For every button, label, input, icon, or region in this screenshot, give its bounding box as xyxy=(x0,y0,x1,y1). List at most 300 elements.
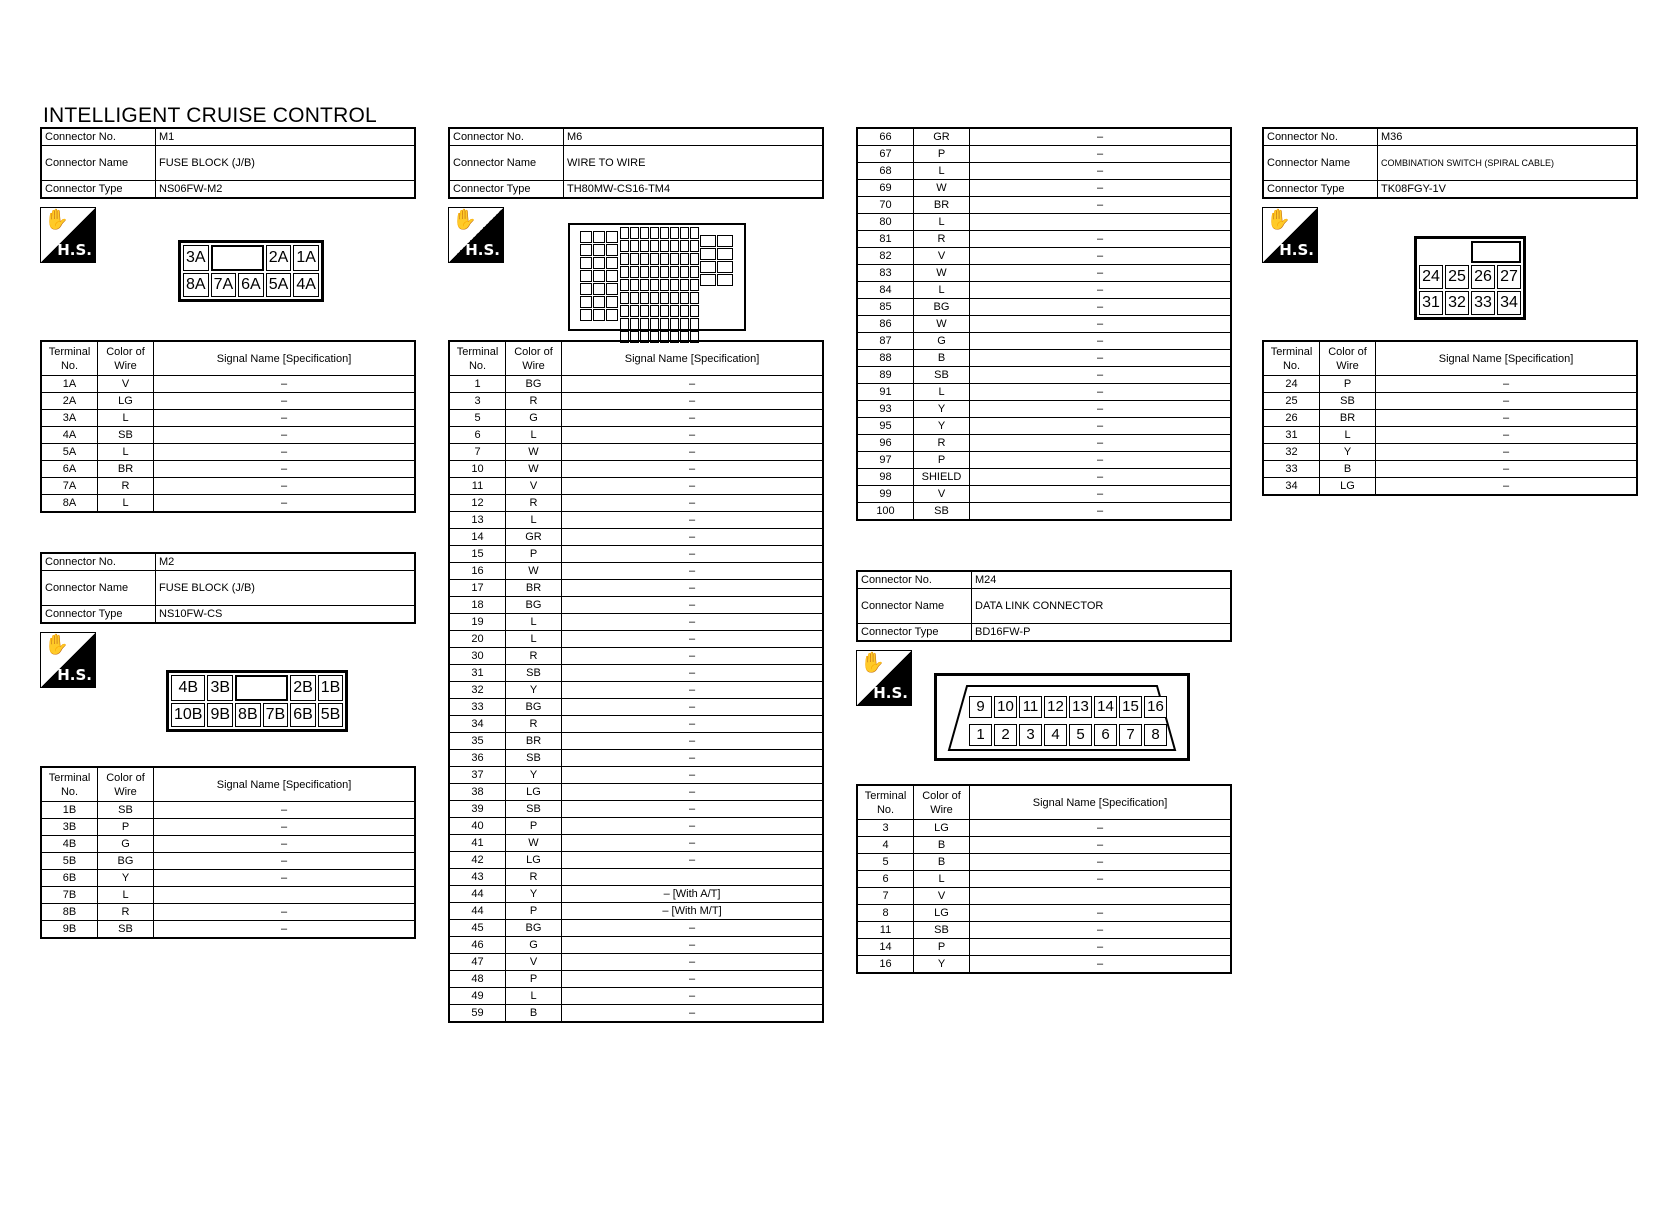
wire-color-cell: W xyxy=(914,180,970,197)
terminal-cell: 6A xyxy=(41,461,98,478)
wire-color-cell: LG xyxy=(506,784,562,801)
pin-cavity xyxy=(660,227,669,239)
signal-cell: – [With A/T] xyxy=(562,886,824,903)
conn-name-value: FUSE BLOCK (J/B) xyxy=(156,146,416,181)
pin: 25 xyxy=(1445,265,1469,289)
table-row xyxy=(449,886,823,903)
table-row xyxy=(857,231,1231,248)
signal-cell: – xyxy=(562,461,824,478)
pin: 16 xyxy=(1144,696,1167,718)
pin-cavity xyxy=(640,292,649,304)
pin-cavity xyxy=(680,253,689,265)
terminal-cell: 45 xyxy=(449,920,506,937)
table-row xyxy=(449,733,823,750)
hand-icon: ✋ xyxy=(452,209,477,231)
connector-m1-header xyxy=(40,127,416,199)
wire-color-cell: V xyxy=(914,486,970,503)
table-row xyxy=(857,282,1231,299)
wire-color-cell: P xyxy=(1320,376,1376,393)
signal-cell xyxy=(562,869,824,886)
conn-no-value: M1 xyxy=(156,128,416,146)
terminal-cell: 5B xyxy=(41,853,98,870)
wire-color-cell: L xyxy=(914,163,970,180)
terminal-cell: 36 xyxy=(449,750,506,767)
conn-name-label: Connector Name xyxy=(1263,146,1378,181)
harness-side-icon: ✋ H.S. xyxy=(856,650,912,706)
terminal-cell: 80 xyxy=(857,214,914,231)
signal-cell: – xyxy=(562,733,824,750)
signal-cell: – xyxy=(562,597,824,614)
table-row xyxy=(1263,478,1637,496)
pin-cavity xyxy=(670,305,679,317)
pin-cavity xyxy=(593,244,605,256)
header-signal-name: Signal Name [Specification] xyxy=(562,341,824,376)
terminal-cell: 16 xyxy=(857,956,914,974)
table-row xyxy=(41,393,415,410)
table-row xyxy=(449,784,823,801)
signal-cell: – xyxy=(1376,427,1638,444)
wire-color-cell: V xyxy=(98,376,154,393)
table-row xyxy=(857,128,1231,146)
table-row xyxy=(449,597,823,614)
harness-side-icon: ✋ H.S. xyxy=(40,632,96,688)
wire-color-cell: BG xyxy=(506,597,562,614)
terminal-cell: 11 xyxy=(449,478,506,495)
wire-color-cell: L xyxy=(98,444,154,461)
header-terminal-no: Terminal No. xyxy=(1263,341,1320,376)
wire-color-cell: R xyxy=(506,648,562,665)
wire-color-cell: Y xyxy=(506,682,562,699)
pin: 6A xyxy=(238,273,264,297)
table-row xyxy=(41,495,415,513)
wire-color-cell: SB xyxy=(98,427,154,444)
wire-color-cell: R xyxy=(506,393,562,410)
table-row xyxy=(449,920,823,937)
wire-color-cell: P xyxy=(506,546,562,563)
pin-cavity xyxy=(700,248,716,260)
pin-cavity xyxy=(606,257,618,269)
table-row xyxy=(449,580,823,597)
terminal-cell: 47 xyxy=(449,954,506,971)
pin-cavity xyxy=(660,240,669,252)
connector-m1-face xyxy=(178,240,324,302)
signal-cell: – xyxy=(970,837,1232,854)
pin: 26 xyxy=(1471,265,1495,289)
table-row xyxy=(857,265,1231,282)
pin-cavity xyxy=(593,283,605,295)
signal-cell: – xyxy=(970,128,1232,146)
terminal-cell: 20 xyxy=(449,631,506,648)
pin: 11 xyxy=(1019,696,1042,718)
terminal-cell: 48 xyxy=(449,971,506,988)
table-row xyxy=(857,350,1231,367)
signal-cell: – xyxy=(970,922,1232,939)
pin-cavity xyxy=(630,318,639,330)
wire-color-cell: SB xyxy=(506,665,562,682)
table-row xyxy=(41,478,415,495)
wire-color-cell: W xyxy=(506,461,562,478)
signal-cell: – xyxy=(970,401,1232,418)
pin-cavity xyxy=(660,253,669,265)
wire-color-cell: L xyxy=(506,614,562,631)
conn-type-value: NS06FW-M2 xyxy=(156,181,416,199)
signal-cell: – xyxy=(970,367,1232,384)
wire-color-cell: LG xyxy=(1320,478,1376,496)
pin: 6B xyxy=(290,703,316,727)
pin: 9B xyxy=(207,703,233,727)
signal-cell: – xyxy=(562,767,824,784)
wire-color-cell: LG xyxy=(506,852,562,869)
terminal-table-m2 xyxy=(40,766,416,939)
pin-cavity xyxy=(630,240,639,252)
pin-cavity xyxy=(606,309,618,321)
signal-cell: – xyxy=(562,580,824,597)
terminal-cell: 88 xyxy=(857,350,914,367)
conn-name-label: Connector Name xyxy=(41,571,156,606)
table-row xyxy=(449,512,823,529)
wire-color-cell: Y xyxy=(914,956,970,974)
pin-cavity xyxy=(690,266,699,278)
terminal-cell: 14 xyxy=(449,529,506,546)
table-row xyxy=(857,163,1231,180)
pin: 5B xyxy=(318,703,344,727)
terminal-cell: 99 xyxy=(857,486,914,503)
wire-color-cell: BG xyxy=(98,853,154,870)
wire-color-cell: Y xyxy=(506,886,562,903)
terminal-cell: 4 xyxy=(857,837,914,854)
pin-cavity xyxy=(580,231,592,243)
table-row xyxy=(449,563,823,580)
connector-m2-header xyxy=(40,552,416,624)
table-row xyxy=(857,854,1231,871)
header-color-of-wire: Color of Wire xyxy=(1320,341,1376,376)
terminal-cell: 3B xyxy=(41,819,98,836)
table-row xyxy=(857,316,1231,333)
wire-color-cell: G xyxy=(506,937,562,954)
hand-icon: ✋ xyxy=(1266,209,1291,231)
conn-no-label: Connector No. xyxy=(449,128,564,146)
terminal-cell: 3A xyxy=(41,410,98,427)
terminal-cell: 81 xyxy=(857,231,914,248)
conn-no-value: M24 xyxy=(972,571,1232,589)
terminal-cell: 59 xyxy=(449,1005,506,1023)
signal-cell: – xyxy=(154,410,416,427)
pin: 1 xyxy=(969,724,992,746)
pin-cavity xyxy=(650,240,659,252)
wire-color-cell: L xyxy=(506,988,562,1005)
signal-cell: – xyxy=(562,750,824,767)
pin-cavity xyxy=(630,305,639,317)
terminal-cell: 1B xyxy=(41,802,98,819)
pin-cavity xyxy=(690,318,699,330)
pin-cavity xyxy=(650,279,659,291)
header-signal-name: Signal Name [Specification] xyxy=(1376,341,1638,376)
signal-cell: – xyxy=(970,503,1232,521)
header-color-of-wire: Color of Wire xyxy=(98,341,154,376)
signal-cell xyxy=(154,887,416,904)
conn-type-label: Connector Type xyxy=(857,624,972,642)
pin: 8A xyxy=(183,273,209,297)
terminal-cell: 93 xyxy=(857,401,914,418)
table-row xyxy=(449,410,823,427)
terminal-cell: 16 xyxy=(449,563,506,580)
pin: 27 xyxy=(1497,265,1521,289)
signal-cell: – xyxy=(154,836,416,853)
table-row xyxy=(857,299,1231,316)
wire-color-cell: L xyxy=(1320,427,1376,444)
pin-cavity xyxy=(717,235,733,247)
table-row xyxy=(449,461,823,478)
pin: 2B xyxy=(290,675,316,701)
conn-name-value: FUSE BLOCK (J/B) xyxy=(156,571,416,606)
terminal-cell: 31 xyxy=(1263,427,1320,444)
wire-color-cell: P xyxy=(914,452,970,469)
table-row xyxy=(857,146,1231,163)
terminal-cell: 11 xyxy=(857,922,914,939)
latch xyxy=(1471,241,1521,263)
terminal-cell: 46 xyxy=(449,937,506,954)
terminal-cell: 8A xyxy=(41,495,98,513)
wire-color-cell: W xyxy=(914,265,970,282)
signal-cell: – xyxy=(970,299,1232,316)
signal-cell: – xyxy=(154,376,416,393)
wire-color-cell: V xyxy=(914,888,970,905)
pin-cavity xyxy=(680,279,689,291)
pin-cavity xyxy=(606,296,618,308)
signal-cell: – xyxy=(970,435,1232,452)
wire-color-cell: W xyxy=(506,835,562,852)
pin-cavity xyxy=(640,266,649,278)
table-row xyxy=(857,197,1231,214)
pin: 8B xyxy=(235,703,261,727)
wire-color-cell: Y xyxy=(914,401,970,418)
pin: 9 xyxy=(969,696,992,718)
wire-color-cell: R xyxy=(914,435,970,452)
terminal-cell: 32 xyxy=(1263,444,1320,461)
pin-cavity xyxy=(640,240,649,252)
signal-cell: – xyxy=(562,563,824,580)
wire-color-cell: B xyxy=(506,1005,562,1023)
conn-type-value: TH80MW-CS16-TM4 xyxy=(564,181,824,199)
signal-cell: – xyxy=(154,478,416,495)
table-row xyxy=(41,870,415,887)
table-row xyxy=(449,767,823,784)
pin-cavity xyxy=(700,235,716,247)
terminal-cell: 3 xyxy=(857,820,914,837)
signal-cell xyxy=(970,214,1232,231)
pin-cavity xyxy=(593,270,605,282)
conn-type-value: BD16FW-P xyxy=(972,624,1232,642)
terminal-cell: 89 xyxy=(857,367,914,384)
conn-no-label: Connector No. xyxy=(857,571,972,589)
terminal-cell: 2A xyxy=(41,393,98,410)
signal-cell: – xyxy=(970,418,1232,435)
signal-cell: – xyxy=(970,316,1232,333)
pin: 12 xyxy=(1044,696,1067,718)
terminal-cell: 6 xyxy=(857,871,914,888)
harness-side-icon: ✋ H.S. xyxy=(40,207,96,263)
pin-cavity xyxy=(690,292,699,304)
pin: 13 xyxy=(1069,696,1092,718)
table-row xyxy=(857,401,1231,418)
signal-cell: – xyxy=(154,444,416,461)
pin: 7 xyxy=(1119,724,1142,746)
pin-cavity xyxy=(630,279,639,291)
pin-cavity xyxy=(620,253,629,265)
terminal-cell: 42 xyxy=(449,852,506,869)
pin-cavity xyxy=(680,240,689,252)
pin-cavity xyxy=(620,279,629,291)
terminal-cell: 3 xyxy=(449,393,506,410)
conn-no-value: M36 xyxy=(1378,128,1638,146)
signal-cell: – xyxy=(562,971,824,988)
harness-side-icon: ✋ H.S. xyxy=(1262,207,1318,263)
pin-cavity xyxy=(606,231,618,243)
terminal-cell: 44 xyxy=(449,903,506,920)
signal-cell: – xyxy=(154,802,416,819)
terminal-cell: 35 xyxy=(449,733,506,750)
wire-color-cell: R xyxy=(506,495,562,512)
pin-cavity xyxy=(690,279,699,291)
pin: 8 xyxy=(1144,724,1167,746)
terminal-cell: 8 xyxy=(857,905,914,922)
signal-cell: – xyxy=(970,486,1232,503)
pin-cavity xyxy=(620,318,629,330)
pin: 2 xyxy=(994,724,1017,746)
signal-cell: – xyxy=(1376,376,1638,393)
signal-cell: – xyxy=(154,921,416,939)
pin: 3A xyxy=(183,245,209,271)
pin-cavity xyxy=(650,253,659,265)
conn-no-label: Connector No. xyxy=(1263,128,1378,146)
signal-cell: – xyxy=(562,631,824,648)
signal-cell: – xyxy=(970,180,1232,197)
table-row xyxy=(857,956,1231,974)
terminal-table-m36 xyxy=(1262,340,1638,496)
page-title: INTELLIGENT CRUISE CONTROL xyxy=(43,104,377,127)
terminal-cell: 100 xyxy=(857,503,914,521)
table-row xyxy=(449,988,823,1005)
signal-cell: – xyxy=(970,248,1232,265)
signal-cell: – xyxy=(562,852,824,869)
pin-cavity xyxy=(660,279,669,291)
table-row xyxy=(449,869,823,886)
pin-cavity xyxy=(680,292,689,304)
signal-cell xyxy=(970,888,1232,905)
conn-name-label: Connector Name xyxy=(41,146,156,181)
wire-color-cell: SB xyxy=(914,367,970,384)
terminal-cell: 38 xyxy=(449,784,506,801)
wire-color-cell: BR xyxy=(506,733,562,750)
conn-type-label: Connector Type xyxy=(41,606,156,624)
pin-cavity xyxy=(580,296,592,308)
wire-color-cell: V xyxy=(506,478,562,495)
wire-color-cell: G xyxy=(506,410,562,427)
signal-cell: – xyxy=(154,427,416,444)
conn-name-value: WIRE TO WIRE xyxy=(564,146,824,181)
header-signal-name: Signal Name [Specification] xyxy=(154,767,416,802)
wire-color-cell: W xyxy=(506,444,562,461)
terminal-cell: 96 xyxy=(857,435,914,452)
wire-color-cell: SHIELD xyxy=(914,469,970,486)
pin: 10B xyxy=(171,703,205,727)
signal-cell: – xyxy=(154,495,416,513)
table-row xyxy=(857,214,1231,231)
table-row xyxy=(41,427,415,444)
wire-color-cell: BR xyxy=(98,461,154,478)
pin-cavity xyxy=(700,274,716,286)
wire-color-cell: P xyxy=(914,146,970,163)
wire-color-cell: BG xyxy=(506,376,562,393)
header-color-of-wire: Color of Wire xyxy=(914,785,970,820)
pin-group-right xyxy=(700,235,733,286)
header-color-of-wire: Color of Wire xyxy=(506,341,562,376)
pin-cavity xyxy=(717,248,733,260)
wire-color-cell: BR xyxy=(1320,410,1376,427)
pin-cavity xyxy=(593,231,605,243)
terminal-cell: 26 xyxy=(1263,410,1320,427)
pin-cavity xyxy=(690,305,699,317)
table-row xyxy=(41,853,415,870)
terminal-cell: 4B xyxy=(41,836,98,853)
table-row xyxy=(857,486,1231,503)
table-row xyxy=(449,376,823,393)
wire-color-cell: L xyxy=(506,631,562,648)
wire-color-cell: W xyxy=(914,316,970,333)
table-row xyxy=(41,461,415,478)
connector-m36-face xyxy=(1414,236,1526,320)
signal-cell: – xyxy=(970,871,1232,888)
pin-cavity xyxy=(593,309,605,321)
table-row xyxy=(449,495,823,512)
terminal-cell: 66 xyxy=(857,128,914,146)
pin-cavity xyxy=(690,253,699,265)
table-row xyxy=(857,503,1231,521)
signal-cell: – xyxy=(154,853,416,870)
table-row xyxy=(1263,461,1637,478)
signal-cell: – xyxy=(154,393,416,410)
terminal-cell: 83 xyxy=(857,265,914,282)
table-row xyxy=(449,835,823,852)
terminal-cell: 34 xyxy=(1263,478,1320,496)
wire-color-cell: Y xyxy=(1320,444,1376,461)
pin: 24 xyxy=(1419,265,1443,289)
signal-cell: – xyxy=(970,231,1232,248)
pin: 15 xyxy=(1119,696,1142,718)
pin-cavity xyxy=(690,227,699,239)
table-row xyxy=(449,818,823,835)
wire-color-cell: B xyxy=(914,837,970,854)
wire-color-cell: B xyxy=(1320,461,1376,478)
signal-cell: – xyxy=(970,939,1232,956)
terminal-table-m6 xyxy=(448,340,824,1023)
table-row xyxy=(449,614,823,631)
conn-type-label: Connector Type xyxy=(1263,181,1378,199)
terminal-cell: 7B xyxy=(41,887,98,904)
terminal-cell: 37 xyxy=(449,767,506,784)
connector-m2-face xyxy=(166,670,348,732)
wire-color-cell: R xyxy=(98,478,154,495)
wire-color-cell: BR xyxy=(506,580,562,597)
pin-cavity xyxy=(717,274,733,286)
signal-cell: – xyxy=(562,818,824,835)
wire-color-cell: SB xyxy=(506,801,562,818)
wire-color-cell: SB xyxy=(98,921,154,939)
signal-cell: – xyxy=(562,614,824,631)
table-row xyxy=(449,750,823,767)
table-row xyxy=(41,887,415,904)
table-row xyxy=(857,452,1231,469)
